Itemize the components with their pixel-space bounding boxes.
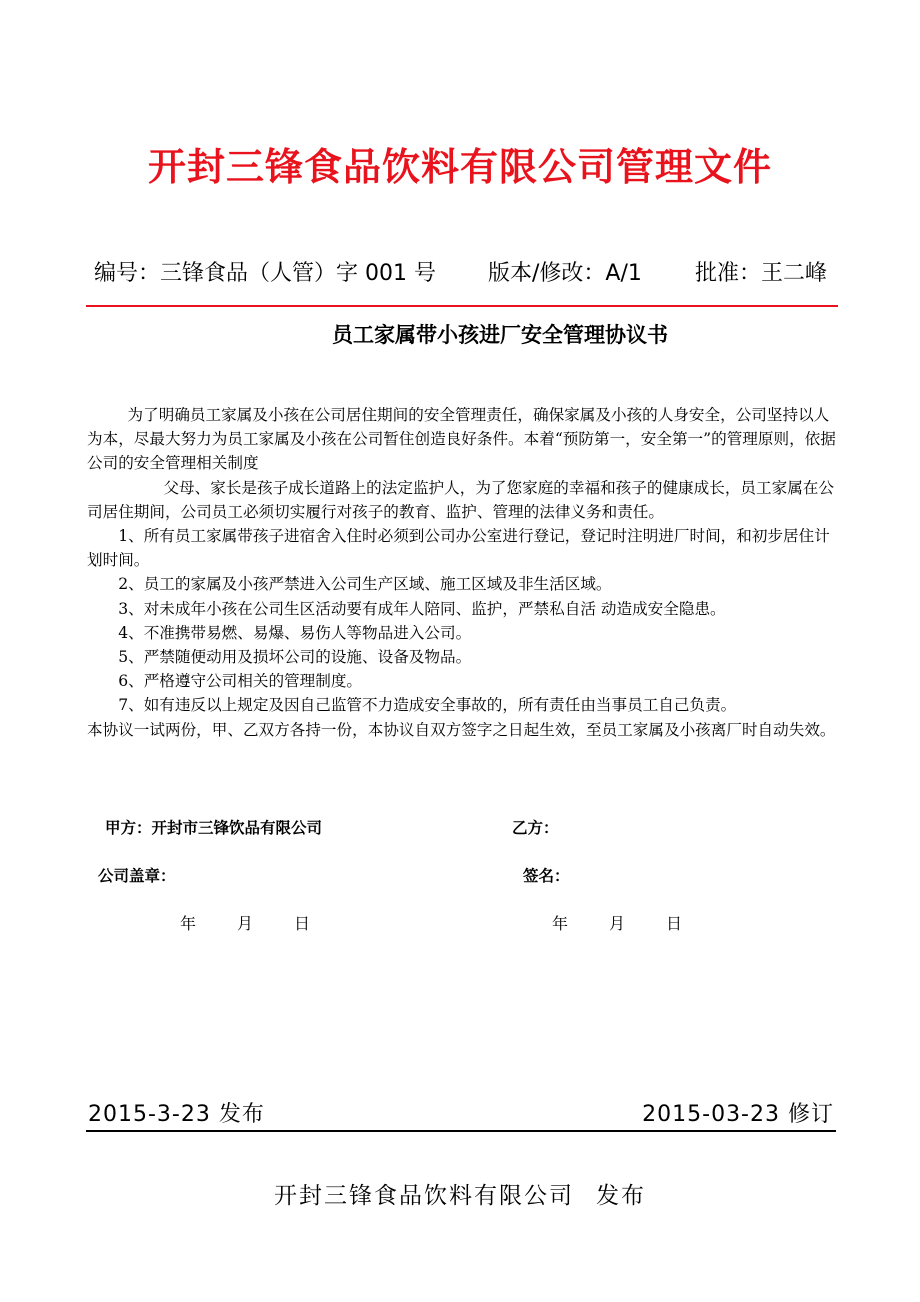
company-seal-label: 公司盖章： <box>98 867 176 885</box>
publish-word: 发布 <box>596 1183 646 1209</box>
party-a-date <box>180 911 351 934</box>
date-day: 日 <box>294 914 311 933</box>
date-day: 日 <box>666 914 683 933</box>
agreement-title: 员工家属带小孩进厂安全管理协议书 <box>332 323 668 347</box>
paragraph-validity: 本协议一试两份，甲、乙双方各持一份，本协议自双方签字之日起生效，至员工家属及小孩离厂时自动失效。 <box>87 720 836 739</box>
date-month: 月 <box>609 914 626 933</box>
issue-date: 2015-3-23 发布 <box>88 1102 265 1127</box>
paragraph-purpose: 为了明确员工家属及小孩在公司居住期间的安全管理责任，确保家属及小孩的人身安全，公司坚持以人为本，尽最大努力为员工家属及小孩在公司暂住创造良好条件。本着“预防第一，安全第一”的管理原则，依据公司的安全管理相关制度 <box>87 406 836 473</box>
rule-item-5: 5、严禁随便动用及损坏公司的设施、设备及物品。 <box>118 648 472 667</box>
rule-item-1: 1、所有员工家属带孩子进宿舍入住时必须到公司办公室进行登记，登记时注明进厂时间，和初步居住计划时间。 <box>87 527 830 570</box>
company-title: 开封三锋食品饮料有限公司管理文件 <box>147 145 772 189</box>
doc-number: 编号：三锋食品（人管）字 001 号 <box>94 261 436 286</box>
party-b: 乙方： <box>512 819 559 837</box>
approved-by: 批准：王二峰 <box>695 261 828 286</box>
rule-item-2: 2、员工的家属及小孩严禁进入公司生产区域、施工区域及非生活区域。 <box>118 575 612 594</box>
agreement-body <box>87 403 839 742</box>
rule-item-3: 3、对未成年小孩在公司生区活动要有成年人陪同、监护，严禁私自活 动造成安全隐患。 <box>118 599 726 618</box>
rule-item-7: 7、如有违反以上规定及因自己监管不力造成安全事故的，所有责任由当事员工自己负责。 <box>118 696 737 715</box>
party-b-date <box>552 911 723 934</box>
header-divider <box>86 305 838 307</box>
date-year: 年 <box>180 914 197 933</box>
publisher-name: 开封三锋食品饮料有限公司 <box>274 1183 574 1209</box>
signature-label: 签名： <box>523 867 570 885</box>
date-year: 年 <box>552 914 569 933</box>
party-a: 甲方：开封市三锋饮品有限公司 <box>105 819 323 837</box>
rule-item-6: 6、严格遵守公司相关的管理制度。 <box>118 672 363 691</box>
date-month: 月 <box>237 914 254 933</box>
version-revision: 版本/修改：A/1 <box>488 261 642 286</box>
footer-divider <box>86 1130 836 1132</box>
paragraph-guardian: 父母、家长是孩子成长道路上的法定监护人，为了您家庭的幸福和孩子的健康成长，员工家属在公司居住期间，公司员工必须切实履行对孩子的教育、监护、管理的法律义务和责任。 <box>87 478 834 521</box>
revision-date: 2015-03-23 修订 <box>642 1102 834 1127</box>
rule-item-4: 4、不准携带易燃、易爆、易伤人等物品进入公司。 <box>118 623 472 642</box>
publisher-line <box>0 1177 920 1210</box>
